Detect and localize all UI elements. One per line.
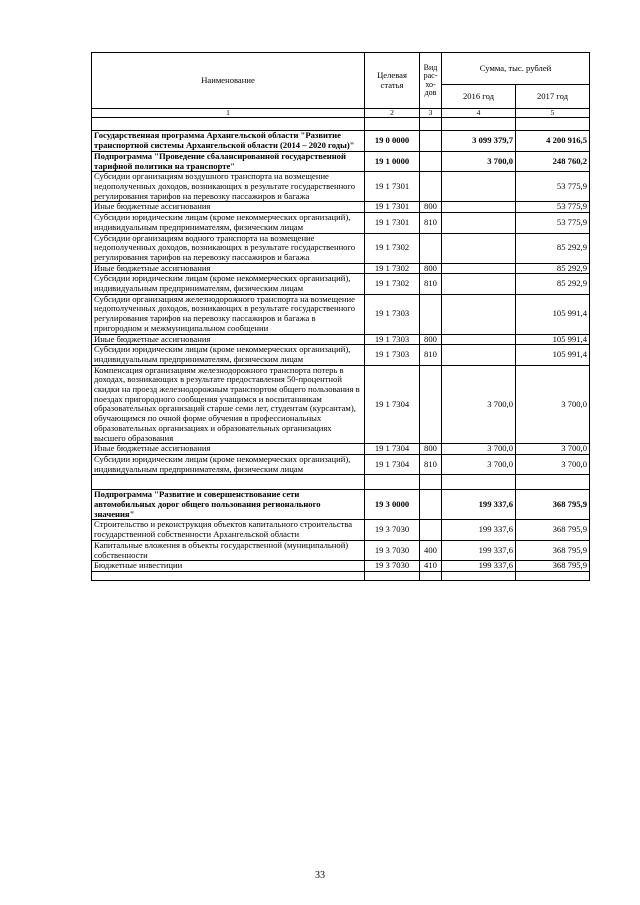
row-name: Иные бюджетные ассигнования [92, 444, 365, 455]
row-code: 19 3 0000 [365, 490, 420, 520]
row-amount-2017: 368 795,9 [516, 540, 590, 560]
row-expense-type [420, 233, 442, 263]
row-amount-2016: 199 337,6 [442, 490, 516, 520]
column-number: 2 [365, 109, 420, 118]
column-number: 1 [92, 109, 365, 118]
budget-table [91, 52, 590, 581]
spacer-row [92, 118, 590, 131]
header-target-article: Целевая статья [365, 53, 420, 109]
row-name: Бюджетные инвестиции [92, 561, 365, 572]
row-code: 19 3 7030 [365, 520, 420, 540]
row-expense-type: 810 [420, 345, 442, 365]
row-name: Субсидии организациям железнодорожного транспорта на возмещение недополученных доходов, возникающих в результате государственного регулирования тарифов на перевозку пассажиров и багажа в пригородном и межмуниципальном сообщении [92, 294, 365, 334]
row-amount-2017: 368 795,9 [516, 561, 590, 572]
row-amount-2017: 53 775,9 [516, 172, 590, 202]
row-amount-2017: 368 795,9 [516, 490, 590, 520]
column-number: 5 [516, 109, 590, 118]
row-expense-type: 800 [420, 263, 442, 274]
row-expense-type [420, 520, 442, 540]
row-expense-type [420, 151, 442, 171]
row-amount-2016 [442, 274, 516, 294]
row-expense-type: 800 [420, 334, 442, 345]
row-code: 19 0 0000 [365, 131, 420, 151]
row-amount-2016 [442, 202, 516, 213]
row-name: Субсидии организациям воздушного транспорта на возмещение недополученных доходов, возникающих в результате государственного регулирования тарифов на перевозку пассажиров и багажа [92, 172, 365, 202]
row-expense-type [420, 490, 442, 520]
row-name: Субсидии юридическим лицам (кроме некоммерческих организаций), индивидуальным предпринимателям, физическим лицам [92, 454, 365, 474]
row-amount-2016: 3 700,0 [442, 444, 516, 455]
row-expense-type: 810 [420, 213, 442, 233]
spacer-row [92, 475, 590, 490]
header-sum: Сумма, тыс. рублей [442, 53, 590, 85]
row-amount-2016 [442, 263, 516, 274]
row-amount-2016: 3 700,0 [442, 365, 516, 444]
row-amount-2016: 3 099 379,7 [442, 131, 516, 151]
row-amount-2016: 199 337,6 [442, 520, 516, 540]
row-amount-2016: 199 337,6 [442, 540, 516, 560]
row-amount-2016 [442, 345, 516, 365]
row-code: 19 1 7302 [365, 274, 420, 294]
table-row [92, 294, 590, 334]
table-row [92, 213, 590, 233]
row-code: 19 3 7030 [365, 561, 420, 572]
table-row [92, 274, 590, 294]
row-name: Субсидии организациям водного транспорта на возмещение недополученных доходов, возникающих в результате государственного регулирования тарифов на перевозку пассажиров и багажа [92, 233, 365, 263]
table-row [92, 561, 590, 572]
row-expense-type: 400 [420, 540, 442, 560]
row-code: 19 1 7303 [365, 334, 420, 345]
table-row [92, 131, 590, 151]
column-number: 3 [420, 109, 442, 118]
row-code: 19 1 7304 [365, 454, 420, 474]
row-amount-2017: 53 775,9 [516, 202, 590, 213]
table-row [92, 365, 590, 444]
row-code: 19 1 0000 [365, 151, 420, 171]
row-amount-2016: 3 700,0 [442, 151, 516, 171]
row-amount-2017: 3 700,0 [516, 444, 590, 455]
row-code: 19 1 7303 [365, 294, 420, 334]
row-code: 19 3 7030 [365, 540, 420, 560]
row-name: Субсидии юридическим лицам (кроме некоммерческих организаций), индивидуальным предпринимателям, физическим лицам [92, 213, 365, 233]
table-row [92, 263, 590, 274]
row-name: Субсидии юридическим лицам (кроме некоммерческих организаций), индивидуальным предпринимателям, физическим лицам [92, 345, 365, 365]
row-expense-type: 410 [420, 561, 442, 572]
table-row [92, 540, 590, 560]
row-name: Подпрограмма "Проведение сбалансированной государственной тарифной политики на транспорте" [92, 151, 365, 171]
spacer-row [92, 572, 590, 581]
row-amount-2016: 3 700,0 [442, 454, 516, 474]
row-expense-type: 810 [420, 274, 442, 294]
row-expense-type [420, 172, 442, 202]
table-row [92, 172, 590, 202]
header-expense-type: Вид рас-хо-дов [420, 53, 442, 109]
row-amount-2017: 85 292,9 [516, 274, 590, 294]
row-name: Компенсация организациям железнодорожного транспорта потерь в доходах, возникающих в результате предоставления 50-процентной скидки на проезд железнодорожным транспортом общего пользования в поездах пригородного сообщения учащимся и воспитанникам образовательных организаций старше семи лет, студентам (курсантам), обучающимся по очной форме обучения в профессиональных образовательных организациях и образовательных организациях высшего образования [92, 365, 365, 444]
table-row [92, 151, 590, 171]
row-expense-type: 800 [420, 202, 442, 213]
row-expense-type: 810 [420, 454, 442, 474]
row-amount-2016 [442, 213, 516, 233]
row-name: Подпрограмма "Развитие и совершенствование сети автомобильных дорог общего пользования регионального значения" [92, 490, 365, 520]
row-amount-2017: 3 700,0 [516, 454, 590, 474]
row-code: 19 1 7301 [365, 202, 420, 213]
row-code: 19 1 7304 [365, 444, 420, 455]
row-code: 19 1 7304 [365, 365, 420, 444]
row-name: Иные бюджетные ассигнования [92, 263, 365, 274]
row-name: Строительство и реконструкция объектов капитального строительства государственной собственности Архангельской области [92, 520, 365, 540]
table-row [92, 454, 590, 474]
row-amount-2016 [442, 294, 516, 334]
row-amount-2017: 105 991,4 [516, 294, 590, 334]
row-expense-type [420, 294, 442, 334]
row-code: 19 1 7301 [365, 172, 420, 202]
row-amount-2017: 85 292,9 [516, 263, 590, 274]
row-amount-2017: 85 292,9 [516, 233, 590, 263]
header-year-2017: 2017 год [516, 85, 590, 109]
header-name: Наименование [92, 53, 365, 109]
page-number: 33 [315, 870, 325, 881]
row-name: Государственная программа Архангельской области "Развитие транспортной системы Архангельской области (2014 – 2020 годы)" [92, 131, 365, 151]
row-amount-2017: 105 991,4 [516, 334, 590, 345]
table-row [92, 490, 590, 520]
table-row [92, 345, 590, 365]
header-year-2016: 2016 год [442, 85, 516, 109]
row-name: Иные бюджетные ассигнования [92, 334, 365, 345]
row-amount-2017: 3 700,0 [516, 365, 590, 444]
row-name: Капитальные вложения в объекты государственной (муниципальной) собственности [92, 540, 365, 560]
row-code: 19 1 7303 [365, 345, 420, 365]
row-amount-2016: 199 337,6 [442, 561, 516, 572]
row-amount-2016 [442, 233, 516, 263]
row-amount-2017: 248 760,2 [516, 151, 590, 171]
row-expense-type: 800 [420, 444, 442, 455]
table-row [92, 444, 590, 455]
row-amount-2017: 53 775,9 [516, 213, 590, 233]
row-name: Иные бюджетные ассигнования [92, 202, 365, 213]
row-amount-2017: 368 795,9 [516, 520, 590, 540]
row-amount-2016 [442, 334, 516, 345]
row-expense-type [420, 131, 442, 151]
table-row [92, 233, 590, 263]
table-row [92, 520, 590, 540]
row-code: 19 1 7302 [365, 233, 420, 263]
table-row [92, 202, 590, 213]
table-row [92, 334, 590, 345]
row-code: 19 1 7302 [365, 263, 420, 274]
row-amount-2017: 105 991,4 [516, 345, 590, 365]
row-amount-2017: 4 200 916,5 [516, 131, 590, 151]
row-name: Субсидии юридическим лицам (кроме некоммерческих организаций), индивидуальным предпринимателям, физическим лицам [92, 274, 365, 294]
row-expense-type [420, 365, 442, 444]
row-code: 19 1 7301 [365, 213, 420, 233]
row-amount-2016 [442, 172, 516, 202]
column-number: 4 [442, 109, 516, 118]
